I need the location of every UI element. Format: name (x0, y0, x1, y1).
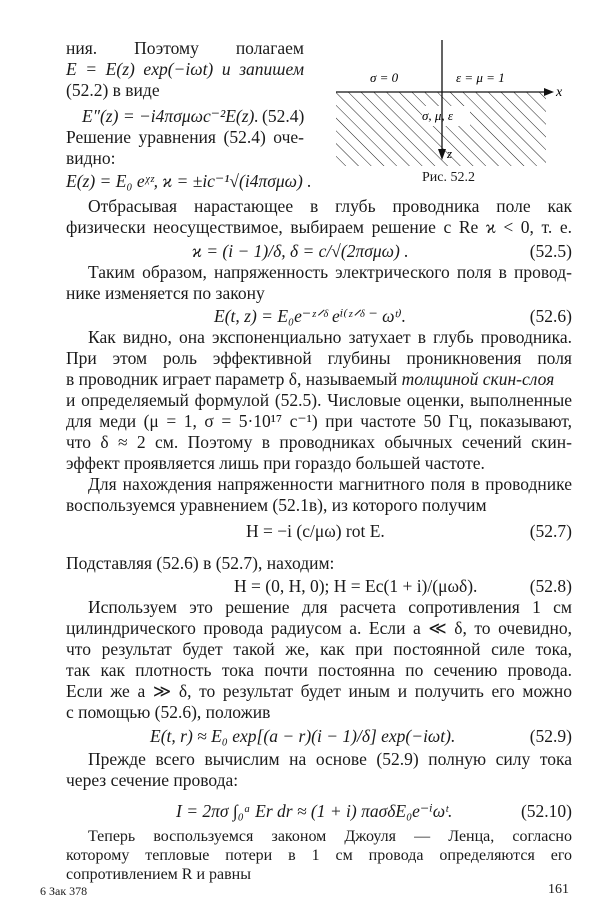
equation-number: (52.10) (520, 801, 572, 821)
equation-number: (52.7) (529, 521, 572, 541)
figure-caption: Рис. 52.2 (422, 170, 475, 185)
equation-number: (52.9) (529, 726, 572, 746)
text-line: и определяемый формулой (52.5). Числовые оценки, выполненные (66, 390, 572, 410)
text-line: Теперь воспользуемся законом Джоуля — Ленца, согласно (88, 828, 572, 845)
text-line: для меди (μ = 1, σ = 5·10¹⁷ с⁻¹) при частоте 50 Гц, показывают, (66, 411, 572, 431)
text-line: воспользуемся уравнением (52.1в), из которого получим (66, 495, 487, 515)
equation-solution: E(z) = E₀ eᵡᶻ, ϰ = ±ic⁻¹√(i4πσμω) . (66, 171, 312, 191)
equation-52-8: H = (0, H, 0); H = Ec(1 + i)/(μωδ). (234, 576, 478, 596)
text-line: что δ ≈ 2 см. Поэтому в проводниках обычных сечений скин- (66, 432, 572, 452)
page-number: 161 (548, 882, 569, 897)
equation-number: (52.5) (529, 241, 572, 261)
text-line: Подставляя (52.6) в (52.7), находим: (66, 553, 335, 573)
text-line: (52.2) в виде (66, 80, 160, 100)
conductor-label: σ, μ, ε (422, 108, 454, 123)
text-line: через сечение провода: (66, 770, 239, 790)
medium-label: ε = μ = 1 (456, 70, 505, 85)
text-line: Для нахождения напряженности магнитного поля в проводнике (88, 474, 572, 494)
term-skin-layer: толщиной скин-слоя (401, 369, 555, 389)
footer-signature: 6 Зак 378 (40, 884, 88, 898)
text-line: Прежде всего вычислим на основе (52.9) полную силу тока (88, 749, 572, 769)
text-line: физически неосуществимое, выбираем решение с Re ϰ < 0, т. е. (66, 217, 572, 237)
text-line: с помощью (52.6), положив (66, 702, 271, 722)
equation-52-5: ϰ = (i − 1)/δ, δ = c/√(2πσμω) . (192, 241, 409, 261)
text-line: что результат будет такой же, как при постоянной силе тока, (66, 639, 572, 659)
equation-number: (52.4) (262, 106, 305, 126)
x-axis-label: x (556, 85, 563, 100)
text-line: эффект проявляется лишь при гораздо большей частоте. (66, 453, 485, 473)
text-line: Таким образом, напряженность электрического поля в провод- (88, 262, 572, 282)
text-line: так как плотность тока почти постоянна по сечению провода. (66, 660, 572, 680)
equation-number: (52.6) (529, 306, 572, 326)
text-line: При этом роль эффективной глубины проникновения поля (66, 348, 572, 368)
equation-52-4: E″(z) = −i4πσμωc⁻²E(z). (82, 106, 259, 126)
vacuum-label: σ = 0 (370, 70, 399, 85)
x-arrow (544, 88, 554, 96)
text-line: в проводник играет параметр δ, называемый толщиной скин-слоя (66, 369, 555, 389)
equation-52-10: I = 2πσ ∫₀ᵃ Er dr ≈ (1 + i) πaσδE₀e⁻ⁱωᵗ. (176, 801, 453, 821)
z-axis-label: z (447, 146, 453, 161)
text-line: Если же a ≫ δ, то результат будет иным и получить его можно (66, 681, 572, 701)
text-line: ния. Поэтому полагаем (66, 38, 304, 58)
text-line: Отбрасывая нарастающее в глубь проводника поле как (88, 196, 572, 216)
text-line: Используем это решение для расчета сопротивления 1 см (88, 597, 572, 617)
equation-52-9: E(t, r) ≈ E₀ exp[(a − r)(i − 1)/δ] exp(−iωt). (150, 726, 456, 746)
equation-52-6: E(t, z) = E₀e⁻ᶻᐟᵟ eⁱ⁽ᶻᐟᵟ ⁻ ωᵗ⁾. (214, 306, 407, 326)
text-line: E = E(z) exp(−iωt) и запишем (66, 59, 304, 79)
equation-number: (52.8) (529, 576, 572, 596)
equation-52-7: H = −i (c/μω) rot E. (246, 521, 385, 541)
text-line: цилиндрического провода радиусом a. Если a ≪ δ, то очевидно, (66, 618, 572, 638)
text-line: нике изменяется по закону (66, 283, 265, 303)
text-line: сопротивлением R и равны (66, 866, 251, 883)
text-line: Решение уравнения (52.4) оче- (66, 127, 304, 147)
text-line: видно: (66, 148, 116, 168)
text-line: Как видно, она экспоненциально затухает в глубь проводника. (88, 327, 572, 347)
text-line: которому тепловые потери в 1 см провода определяются его (66, 847, 572, 864)
